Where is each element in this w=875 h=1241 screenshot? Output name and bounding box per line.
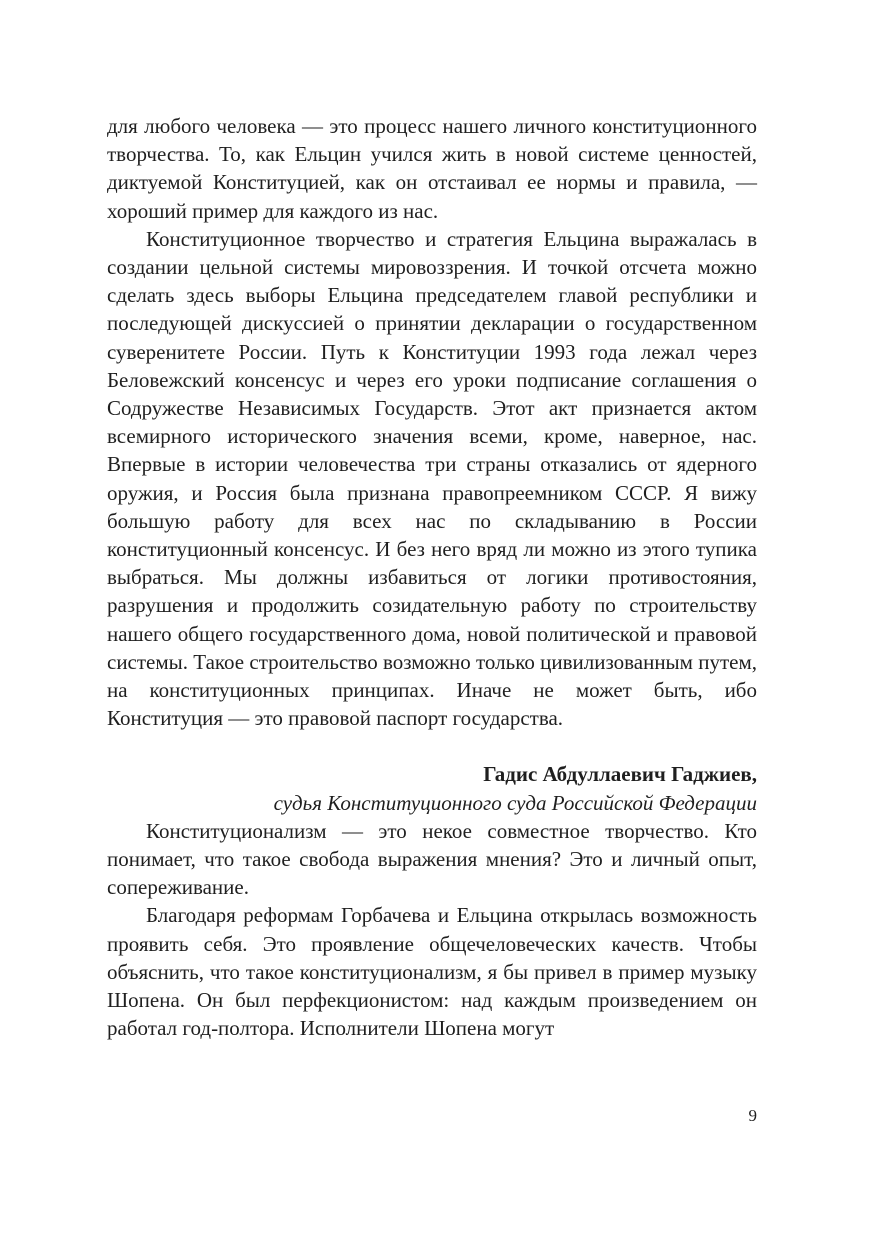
- section-spacer: [107, 732, 757, 760]
- paragraph-continuation: для любого человека — это процесс нашего личного конституционного творчества. То, как Ельцин учился жить в новой системе ценностей, диктуемой Конституцией, как он отстаивал ее нормы и правила, — хороший пример для каждого из нас.: [107, 114, 757, 223]
- paragraph-constitutional-creativity: Конституционное творчество и стратегия Ельцина выражалась в создании цельной системы мировоззрения. И точкой отсчета можно сделать здесь выборы Ельцина председателем главой республики и последующей дискуссией о принятии декларации о государственном суверенитете России. Путь к Конституции 1993 года лежал через Беловежский консенсус и через его уроки подписание соглашения о Содружестве Независимых Государств. Этот акт признается актом всемирного исторического значения всеми, кроме, наверное, нас. Впервые в истории человечества три страны отказались от ядерного оружия, и Россия была признана правопреемником СССР. Я вижу большую работу для всех нас по складыванию в России конституционный консенсус. И без него вряд ли можно из этого тупика выбраться. Мы должны избавиться от логики противостояния, разрушения и продолжить созидательную работу по строительству нашего общего государственного дома, новой политической и правовой системы. Такое строительство возможно только цивилизованным путем, на конституционных принципах. Иначе не может быть, ибо Конституция — это правовой паспорт государства.: [107, 226, 757, 731]
- quote-paragraph-2: Благодаря реформам Горбачева и Ельцина открылась возможность проявить себя. Это проявление общечеловеческих качеств. Чтобы объяснить, что такое конституционализм, я бы привел в пример музыку Шопена. Он был перфекционистом: над каждым произведением он работал год-полтора. Исполнители Шопена могут: [107, 903, 757, 1041]
- page-body: [107, 112, 757, 1043]
- author-name: Гадис Абдуллаевич Гаджиев,: [483, 762, 757, 787]
- page-number: 9: [748, 1106, 757, 1125]
- author-role: судья Конституционного суда Российской Федерации: [273, 790, 757, 815]
- quote-paragraph-1: Конституционализм — это некое совместное творчество. Кто понимает, что такое свобода выражения мнения? Это и личный опыт, сопереживание.: [107, 818, 757, 900]
